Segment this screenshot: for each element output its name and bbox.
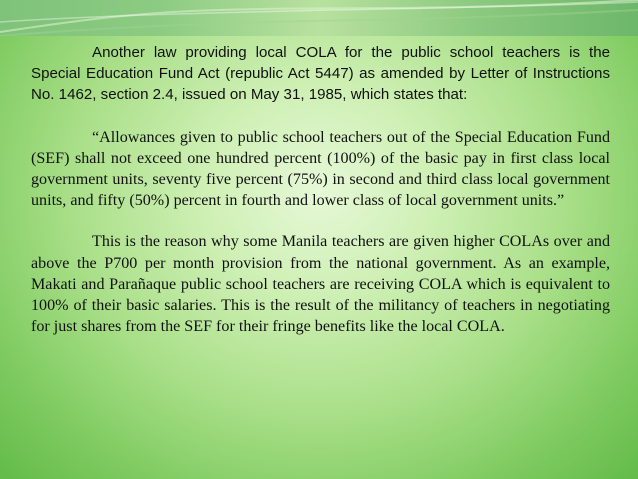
- paragraph-2: “Allowances given to public school teachers out of the Special Education Fund (SEF) shall not exceed one hundred percent (100%) of the basic pay in first class local government units, seventy five percent (75%) in second and third class local government units, and fifty (50%) percent in fourth and lower class of local government units.”: [31, 128, 610, 210]
- document-text: [31, 42, 610, 337]
- header-band: [0, 0, 638, 38]
- paragraph-1: Another law providing local COLA for the public school teachers is the Special Education Fund Act (republic Act 5447) as amended by Letter of Instructions No. 1462, section 2.4, issued on May 31, 1985, which states that:: [31, 44, 610, 104]
- paragraph-3: This is the reason why some Manila teachers are given higher COLAs over and above the P700 per month provision from the national government. As an example, Makati and Parañaque public school teachers are receiving COLA which is equivalent to 100% of their basic salaries. This is the result of the militancy of teachers in negotiating for just shares from the SEF for their fringe benefits like the local COLA.: [31, 233, 610, 336]
